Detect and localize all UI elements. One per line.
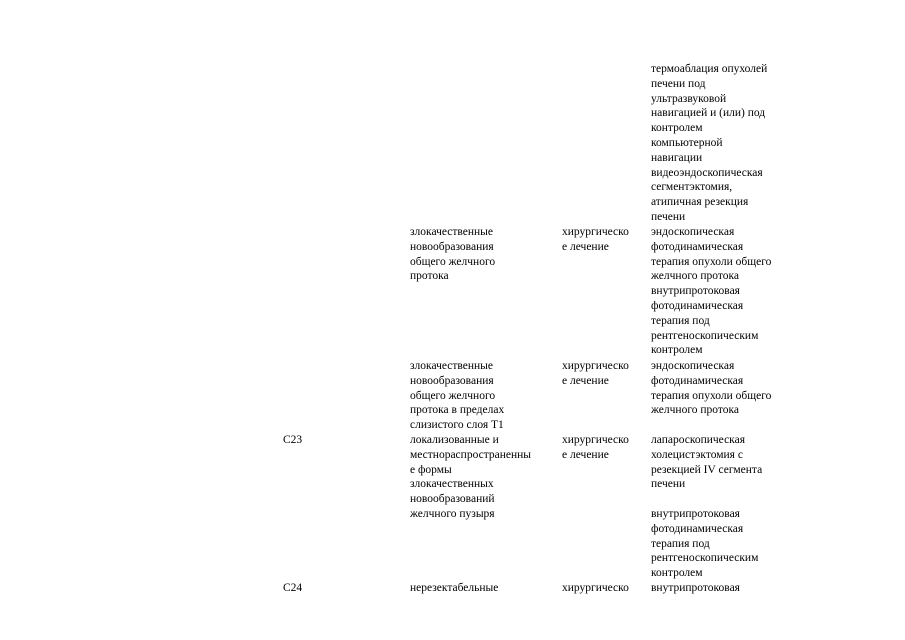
method-text-1: эндоскопическая фотодинамическая терапия опухоли общего желчного протока внутрипротоковая фотодинамическая терапия под рентгеноскопическим контролем [651, 226, 772, 357]
icd-code-c23: C23 [283, 434, 303, 446]
method-text-3: лапароскопическая холецистэктомия с резекцией IV сегмента печени [651, 434, 763, 491]
diagnosis-text-5: нерезектабельные [410, 582, 499, 594]
diagnosis-text-1: злокачественные новообразования общего желчного протока [410, 226, 496, 283]
diagnosis-text-3: локализованные и местнораспространенны е формы злокачественных новообразований желчного пузыря [410, 434, 532, 520]
treatment-type-text-3: хирургическо е лечение [562, 434, 629, 461]
treatment-type-text-1: хирургическо е лечение [562, 226, 629, 253]
icd-code-c24: C24 [283, 582, 303, 594]
diagnosis-text-2: злокачественные новообразования общего желчного протока в пределах слизистого слоя T1 [410, 360, 505, 432]
method-text-2: эндоскопическая фотодинамическая терапия опухоли общего желчного протока [651, 360, 772, 417]
method-text-0: термоаблация опухолей печени под ультразвуковой навигацией и (или) под контролем компьютерной навигации видеоэндоскопическая сегментэктомия, атипичная резекция печени [651, 63, 768, 223]
method-text-4: внутрипротоковая фотодинамическая терапия под рентгеноскопическим контролем [651, 508, 759, 580]
treatment-type-text-5: хирургическо [562, 582, 629, 594]
method-text-5: внутрипротоковая [651, 582, 740, 594]
treatment-type-text-2: хирургическо е лечение [562, 360, 629, 387]
